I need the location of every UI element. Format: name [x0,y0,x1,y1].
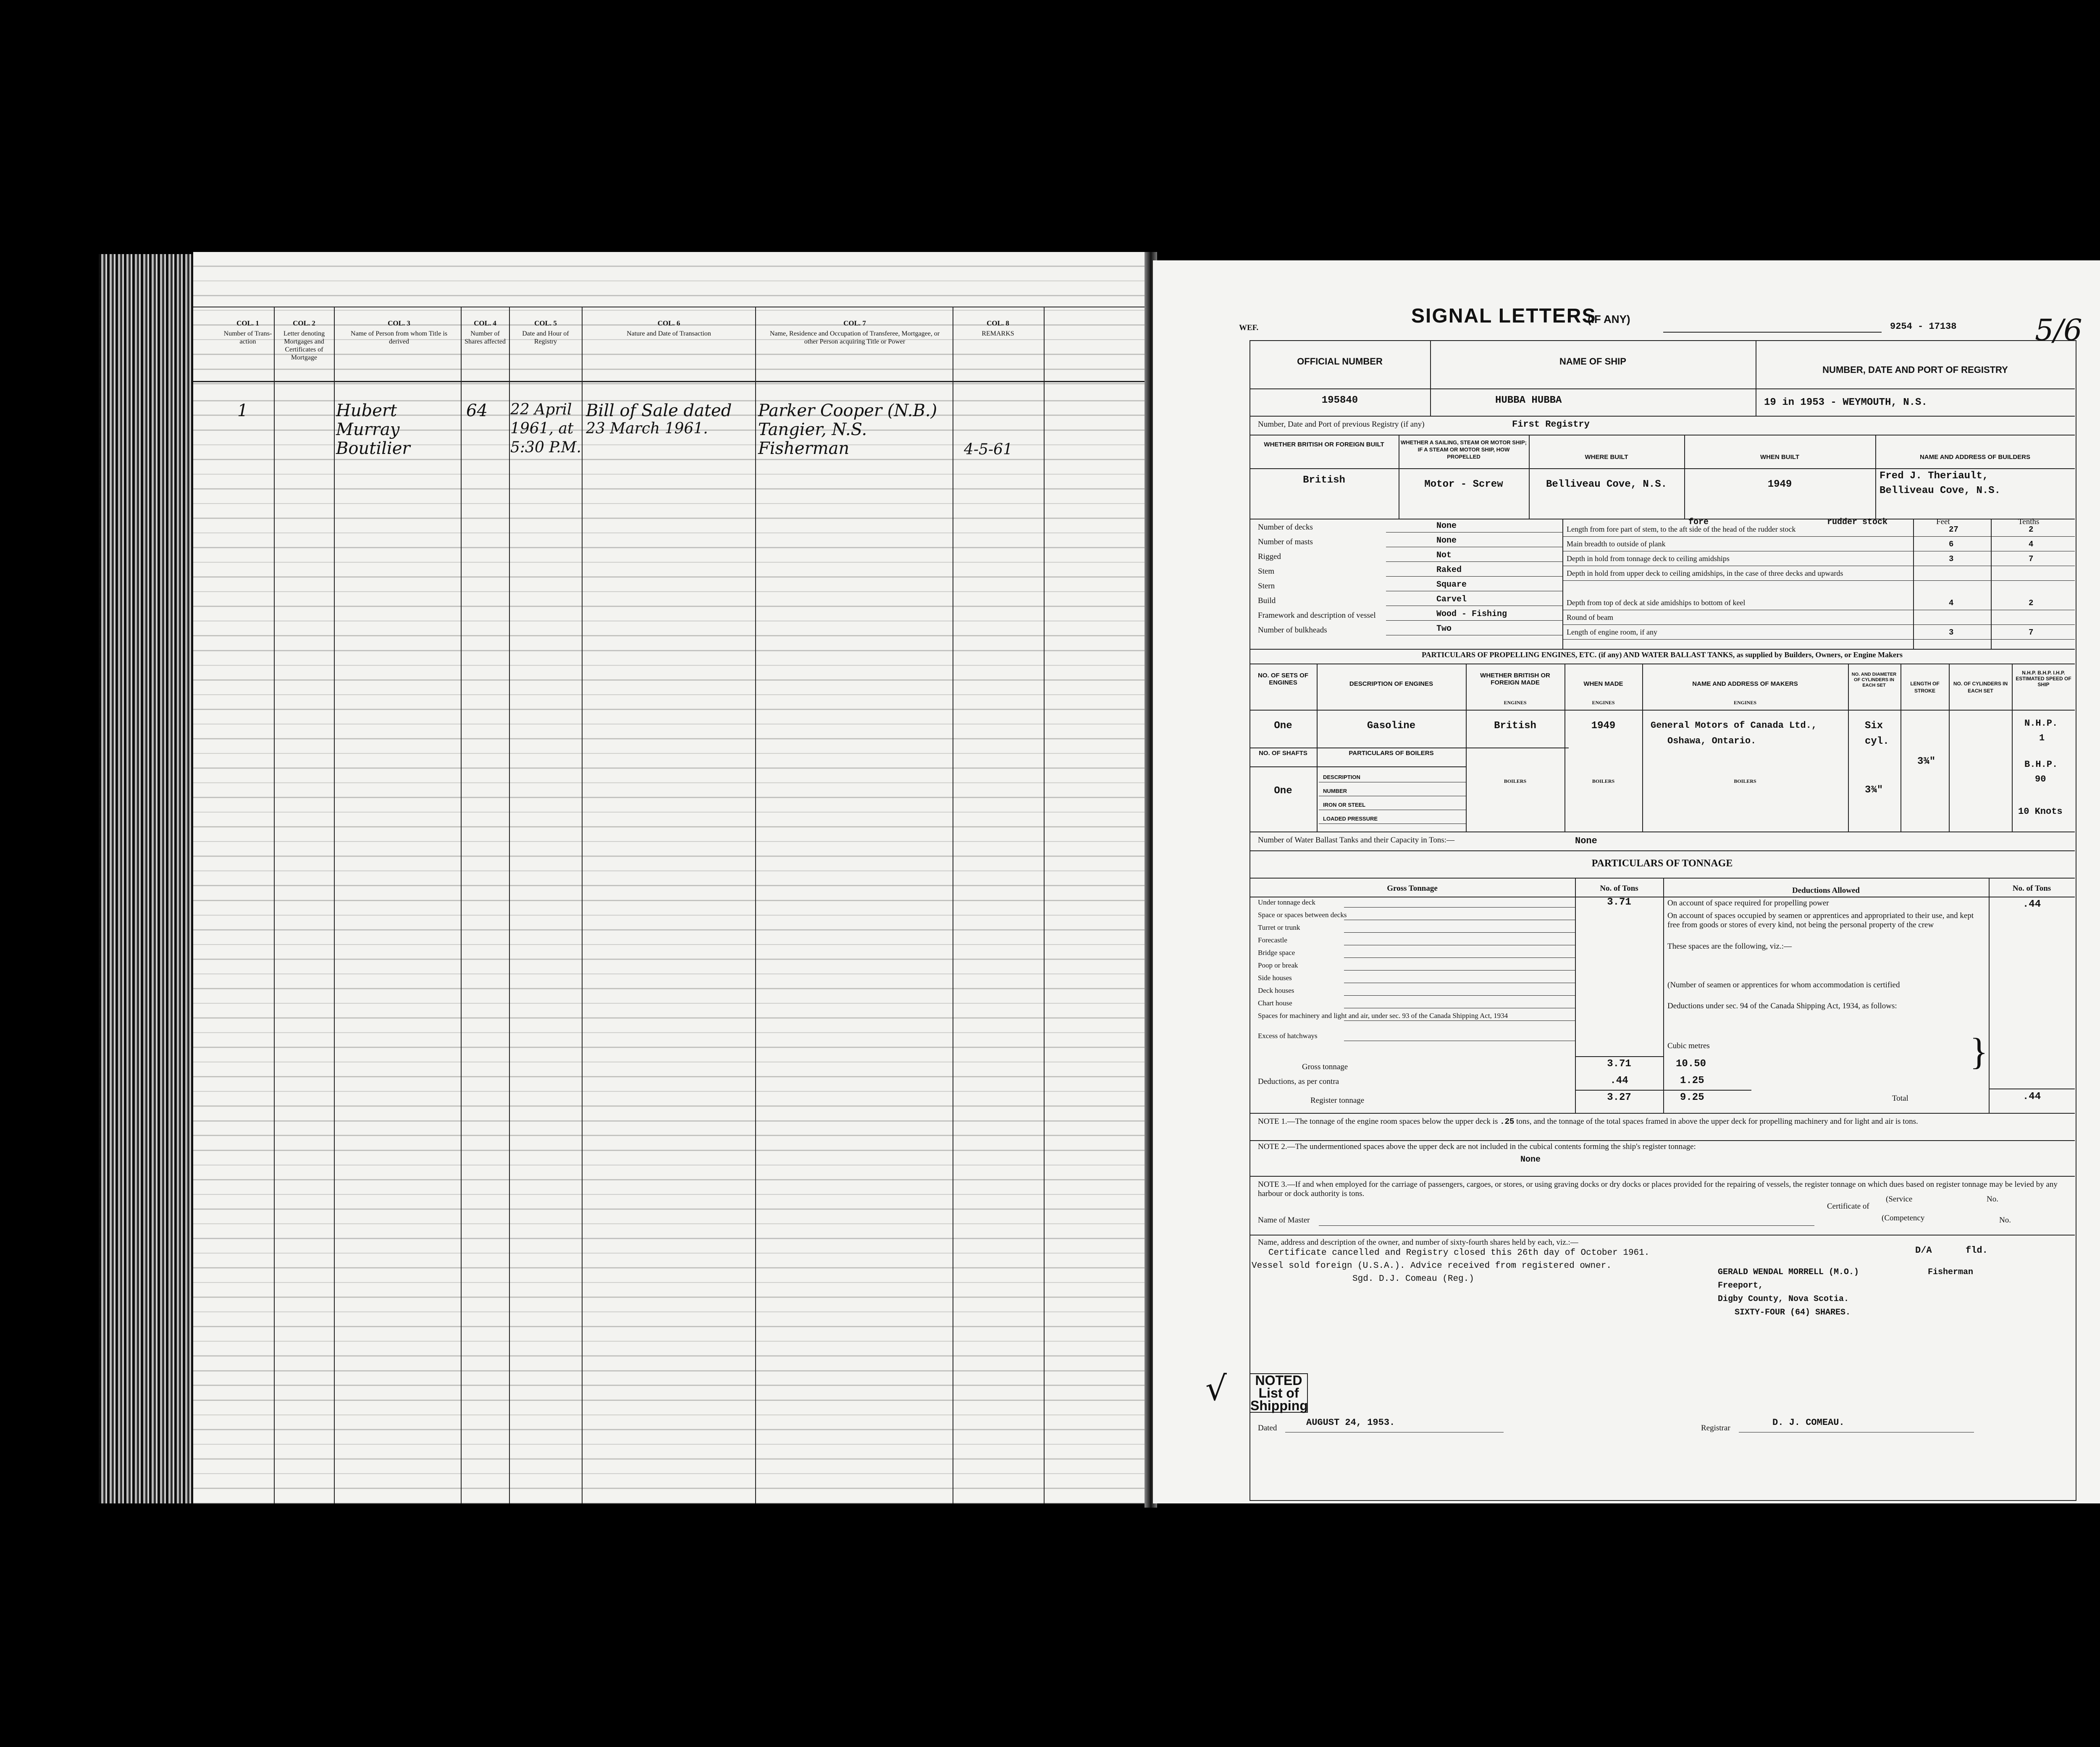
ship-name-value: HUBBA HUBBA [1495,395,1562,406]
col1-header: COL. 1 Number of Trans-action [223,319,272,345]
owner-label: Name, address and description of the owner, and number of sixty-fourth shares held by each, viz.:— [1258,1238,1578,1247]
noted-stamp: NOTED List of Shipping [1250,1373,1308,1413]
entry-nature-line1: Bill of Sale dated [586,401,732,420]
gross-cubic-value: 10.50 [1676,1058,1706,1070]
boiler-sub-3: BOILERS [1734,778,1756,784]
meas-tenths-1: 4 [2029,540,2034,549]
measure-fore-typed: fore [1688,517,1709,527]
desc-label-0: Number of decks [1258,523,1313,532]
cancel-line1: Certificate cancelled and Registry closed this 26th day of October 1961. [1268,1248,1650,1258]
deduct-tons-value: .44 [1610,1075,1628,1086]
signal-letters-if-any: (IF ANY) [1588,313,1630,325]
deduct-cubic-value: 1.25 [1680,1075,1704,1086]
previous-registry-label: Number, Date and Port of previous Registry (if any) [1258,420,1425,429]
boiler-label-2: IRON OR STEEL [1323,802,1366,808]
propulsion-header: WHETHER A SAILING, STEAM OR MOTOR SHIP; IF A STEAM OR MOTOR SHIP, HOW PROPELLED [1401,439,1527,460]
gross-item-7: Deck houses [1258,986,1294,994]
deduct-propelling: On account of space required for propelling power [1667,899,1829,908]
da-mark: D/A [1915,1245,1932,1256]
meas-tenths-6: 7 [2029,628,2034,637]
master-label: Name of Master [1258,1216,1310,1225]
boiler-label-0: DESCRIPTION [1323,774,1360,780]
deduct-crew: On account of spaces occupied by seamen or apprentices and appropriated to their use, and kept free from goods or stores of every kind, not being the personal property of the crew [1667,911,1974,929]
ship-name-header: NAME OF SHIP [1559,356,1626,367]
ballast-label: Number of Water Ballast Tanks and their Capacity in Tons:— [1258,836,1455,845]
desc-value-0: None [1436,521,1457,531]
gross-tonnage-header: Gross Tonnage [1387,884,1438,893]
eng-cyl-diameter: 3¾" [1865,784,1883,796]
note-2: NOTE 2.—The undermentioned spaces above the upper deck are not included in the cubical contents forming the ship's register tonnage: [1258,1142,1696,1151]
desc-label-6: Framework and description of vessel [1258,611,1376,620]
meas-feet-2: 3 [1949,554,1954,564]
note-2-value: None [1520,1155,1541,1165]
dated-label: Dated [1258,1424,1277,1432]
gross-item-2: Turret or trunk [1258,923,1300,931]
where-built-value: Belliveau Cove, N.S. [1546,479,1667,490]
under-deck-tons: 3.71 [1607,897,1631,908]
total-label: Total [1892,1094,1908,1103]
competency-label: (Competency [1882,1214,1925,1222]
eng-rotary-header: NO. OF CYLINDERS IN EACH SET [1953,681,2008,694]
desc-value-7: Two [1436,624,1452,634]
where-built-header: WHERE BUILT [1585,454,1628,461]
eng-power-header: N.H.P. B.H.P. I.H.P. ESTIMATED SPEED OF SHIP [2016,670,2071,687]
col5-header: COL. 5 Date and Hour of Registry [522,319,569,345]
entry-date-line3: 5:30 P.M. [510,439,581,456]
owner-occupation: Fisherman [1928,1267,1974,1277]
meas-label-6: Length of engine room, if any [1567,628,1657,636]
col4-header: COL. 4 Number of Shares affected [465,319,506,345]
gross-item-5: Poop or break [1258,961,1298,969]
eng-british-value: British [1494,720,1536,732]
meas-feet-1: 6 [1949,540,1954,549]
tonnage-title: PARTICULARS OF TONNAGE [1591,858,1733,869]
total-value: .44 [2022,1091,2041,1102]
desc-value-3: Raked [1436,565,1462,575]
service-label: (Service [1886,1195,1913,1204]
owner-name: GERALD WENDAL MORRELL (M.O.) [1718,1267,1859,1277]
reference-number: 9254 - 17138 [1890,321,1957,332]
meas-label-0: Length from fore part of stem, to the aft side of the head of the rudder stock [1567,525,1796,533]
british-header: WHETHER BRITISH OR FOREIGN BUILT [1264,441,1384,448]
eng-stroke-value: 3¾" [1917,756,1936,767]
note-3: NOTE 3.—If and when employed for the carriage of passengers, cargoes, or stores, or using graving docks or dry docks or places provided for the repairing of vessels, the register tonnage on which dues based on register tonnage may be levied by any harbour or dock authority is tons. [1258,1180,2058,1198]
meas-label-3: Depth in hold from upper deck to ceiling amidships, in the case of three decks and upwards [1567,569,1843,577]
cubic-metres-label: Cubic metres [1667,1041,1710,1050]
meas-feet-6: 3 [1949,628,1954,637]
note-1-value: .25 [1500,1117,1515,1126]
eng-sub-engines-1: ENGINES [1504,700,1527,706]
propelling-tons: .44 [2022,899,2041,910]
note-1: NOTE 1.—The tonnage of the engine room spaces below the upper deck is .25 tons, and the tonnage of the total spaces framed in above the upper deck for propelling machinery and for light and air is tons. [1258,1117,1918,1126]
meas-feet-0: 27 [1949,525,1958,534]
meas-label-4: Depth from top of deck at side amidships to bottom of keel [1567,598,1746,607]
eng-stroke-header: LENGTH OF STROKE [1910,681,1940,694]
service-no-label: No. [1987,1195,1998,1204]
desc-value-6: Wood - Fishing [1436,609,1507,619]
meas-label-5: Round of beam [1567,613,1613,622]
col8-header: COL. 8 REMARKS [982,319,1014,337]
certificate-of-label: Certificate of [1827,1202,1869,1211]
signal-letters-line [1663,332,1882,333]
dated-value: AUGUST 24, 1953. [1306,1417,1395,1428]
eng-maker-line1: General Motors of Canada Ltd., [1651,720,1817,731]
entry-remarks: 4-5-61 [964,441,1013,458]
owner-address-1: Freeport, [1718,1281,1764,1291]
bhp-value: 90 [2035,774,2046,784]
eng-british-header: WHETHER BRITISH OR FOREIGN MADE [1480,672,1550,686]
gross-item-10: Excess of hatchways [1258,1032,1318,1040]
deductions-header: Deductions Allowed [1792,886,1860,895]
ballast-value: None [1575,836,1597,846]
book-edge-left [99,254,195,1503]
signal-letters-title: SIGNAL LETTERS [1411,305,1596,327]
entry-to-line3: Fisherman [758,439,850,458]
page-corner-mark: 5/6 [2035,313,2082,347]
port-registry-header: NUMBER, DATE AND PORT OF REGISTRY [1822,365,2008,375]
builder-line2: Belliveau Cove, N.S. [1880,485,2001,496]
gross-item-8: Chart house [1258,999,1292,1007]
meas-tenths-2: 7 [2029,554,2034,564]
desc-value-5: Carvel [1436,595,1467,604]
official-number-header: OFFICIAL NUMBER [1297,356,1383,367]
propulsion-value: Motor - Screw [1424,479,1503,490]
eng-year-value: 1949 [1591,720,1616,732]
col2-header: COL. 2 Letter denoting Mortgages and Certificates of Mortgage [283,319,325,361]
gross-item-1: Space or spaces between decks [1258,911,1347,919]
desc-value-4: Square [1436,580,1467,590]
port-registry-value: 19 in 1953 - WEYMOUTH, N.S. [1764,397,1927,408]
register-cubic-value: 9.25 [1680,1092,1704,1103]
desc-label-1: Number of masts [1258,538,1313,546]
eng-sub-engines-3: ENGINES [1733,700,1757,706]
cancel-line2: Vessel sold foreign (U.S.A.). Advice received from registered owner. [1252,1261,1612,1271]
previous-registry-value: First Registry [1512,419,1590,430]
boiler-label-1: NUMBER [1323,788,1347,794]
nhp-value: 1 [2039,733,2045,743]
registrar-value: D. J. COMEAU. [1772,1417,1845,1428]
gross-item-3: Forecastle [1258,936,1287,944]
gross-item-6: Side houses [1258,974,1292,982]
feet-header: Feet [1936,517,1950,526]
entry-to-line2: Tangier, N.S. [758,420,867,439]
eng-cylinders-header: NO. AND DIAMETER OF CYLINDERS IN EACH SET [1851,672,1897,688]
entry-shares: 64 [466,401,488,420]
boiler-label-3: LOADED PRESSURE [1323,816,1378,822]
eng-sub-engines-2: ENGINES [1592,700,1615,706]
shafts-header: NO. OF SHAFTS [1259,750,1307,757]
brace-mark: } [1970,1031,1988,1073]
owner-shares: SIXTY-FOUR (64) SHARES. [1735,1308,1851,1317]
boilers-header: PARTICULARS OF BOILERS [1349,750,1434,757]
desc-label-7: Number of bulkheads [1258,626,1327,635]
measure-rudder-typed: rudder stock [1827,517,1888,527]
fld-mark: fld. [1966,1245,1988,1256]
registrar-label: Registrar [1701,1424,1730,1432]
desc-label-4: Stern [1258,582,1275,590]
tons-header-right: No. of Tons [2012,884,2051,893]
meas-label-2: Depth in hold from tonnage deck to ceiling amidships [1567,554,1730,563]
wef-mark: WEF. [1239,323,1259,332]
entry-from-line2: Murray [336,420,400,439]
desc-label-3: Stem [1258,567,1275,576]
competency-no-label: No. [1999,1216,2011,1225]
official-number-value: 195840 [1321,395,1358,406]
gross-item-4: Bridge space [1258,949,1295,957]
when-built-value: 1949 [1767,479,1792,490]
eng-sets-header: NO. OF SETS OF ENGINES [1257,672,1308,686]
gross-tonnage-label: Gross tonnage [1302,1062,1348,1071]
desc-label-5: Build [1258,596,1276,605]
eng-when-header: WHEN MADE [1583,680,1623,687]
tons-header-left: No. of Tons [1600,884,1638,893]
entry-nature-line2: 23 March 1961. [586,420,708,437]
cancel-line3: Sgd. D.J. Comeau (Reg.) [1352,1274,1474,1284]
gross-item-0: Under tonnage deck [1258,898,1315,906]
entry-date-line1: 22 April [510,401,572,418]
shafts-value: One [1274,785,1292,797]
meas-tenths-0: 2 [2029,525,2034,534]
register-tonnage-label: Register tonnage [1310,1096,1365,1105]
desc-value-2: Not [1436,551,1452,560]
eng-desc-value: Gasoline [1367,720,1416,732]
eng-cyl-line2: cyl. [1865,736,1889,747]
speed-value: 10 Knots [2018,806,2063,817]
eng-maker-line2: Oshawa, Ontario. [1667,736,1756,746]
entry-to-line1: Parker Cooper (N.B.) [758,401,937,420]
eng-desc-header: DESCRIPTION OF ENGINES [1349,680,1433,687]
deduct-seamen: (Number of seamen or apprentices for whom accommodation is certified [1667,981,1900,989]
bhp-label: B.H.P. [2024,759,2058,770]
gross-tons-value: 3.71 [1607,1058,1631,1070]
gross-item-9: Spaces for machinery and light and air, under sec. 93 of the Canada Shipping Act, 1934 [1258,1012,1508,1020]
col6-header: COL. 6 Nature and Date of Transaction [627,319,711,337]
engines-title: PARTICULARS OF PROPELLING ENGINES, ETC. (if any) AND WATER BALLAST TANKS, as supplied by Builders, Owners, or Engine Makers [1421,651,1903,659]
entry-from-line3: Boutilier [336,439,410,458]
builder-line1: Fred J. Theriault, [1880,470,1989,482]
deductions-contra-label: Deductions, as per contra [1258,1077,1339,1086]
check-mark: √ [1205,1369,1227,1408]
eng-cyl-line1: Six [1865,720,1883,732]
when-built-header: WHEN BUILT [1760,454,1800,461]
tenths-header: Tenths [2018,517,2040,526]
entry-date-line2: 1961, at [510,420,574,437]
eng-sets-value: One [1274,720,1292,732]
deduct-viz: These spaces are the following, viz.:— [1667,942,1792,951]
register-tons-value: 3.27 [1607,1092,1631,1103]
col7-header: COL. 7 Name, Residence and Occupation of Transferee, Mortgagee, or other Person acquiring Title or Power [769,319,940,345]
desc-label-2: Rigged [1258,552,1281,561]
meas-feet-4: 4 [1949,598,1954,608]
meas-tenths-4: 2 [2029,598,2034,608]
owner-address-2: Digby County, Nova Scotia. [1718,1294,1849,1304]
entry-number: 1 [237,401,248,420]
entry-from-line1: Hubert [336,401,397,420]
eng-makers-header: NAME AND ADDRESS OF MAKERS [1692,680,1798,687]
boiler-sub-2: BOILERS [1592,778,1615,784]
meas-label-1: Main breadth to outside of plank [1567,540,1666,548]
deduct-sec94: Deductions under sec. 94 of the Canada Shipping Act, 1934, as follows: [1667,1002,1897,1010]
col3-header: COL. 3 Name of Person from whom Title is derived [350,319,448,345]
boiler-sub-1: BOILERS [1504,778,1527,784]
nhp-label: N.H.P. [2024,718,2058,729]
british-value: British [1303,475,1345,486]
builders-header: NAME AND ADDRESS OF BUILDERS [1919,454,2031,461]
desc-value-1: None [1436,536,1457,546]
